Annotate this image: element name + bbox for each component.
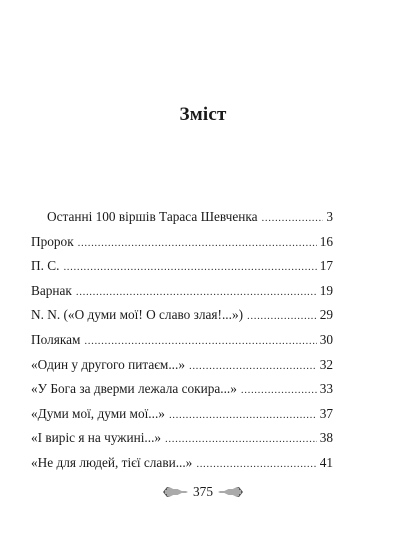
toc-leader-dots [247, 307, 317, 325]
toc-leader-dots [78, 234, 317, 252]
toc-leader-dots [165, 430, 317, 448]
toc-entry-title: «Не для людей, тієї слави...» [31, 454, 193, 470]
toc-entry [31, 454, 333, 479]
toc-entry-page: 16 [319, 233, 333, 249]
toc-entry [31, 429, 333, 454]
toc-leader-dots [262, 209, 324, 227]
toc-entry-page: 17 [319, 258, 333, 274]
toc-leader-dots [189, 357, 317, 375]
toc-leader-dots [76, 283, 317, 301]
toc-entry [31, 306, 333, 331]
toc-entry [31, 208, 333, 233]
toc-entry-page: 30 [319, 331, 333, 347]
toc-leader-dots [196, 455, 316, 473]
toc-entry-page: 19 [319, 282, 333, 298]
toc-leader-dots [63, 258, 316, 276]
toc-entry [31, 331, 333, 356]
toc-entry-title: Останні 100 віршів Тараса Шевченка [47, 209, 258, 224]
toc-entry-title: «У Бога за дверми лежала сокира...» [31, 381, 237, 397]
ornament-right-icon [218, 484, 243, 500]
toc-leader-dots [169, 406, 317, 424]
toc-entry-title: Варнак [31, 282, 72, 298]
toc-entry-page: 38 [319, 430, 333, 446]
toc-entry [31, 356, 333, 381]
toc-entry-title: Пророк [31, 233, 74, 249]
toc-leader-dots [241, 381, 317, 399]
toc-entry [31, 380, 333, 405]
page-title: Зміст [179, 104, 227, 125]
table-of-contents [31, 208, 333, 479]
ornament-left-icon [163, 484, 188, 500]
toc-entry-page: 41 [319, 454, 333, 470]
toc-entry-page: 29 [319, 307, 333, 323]
toc-entry-page: 33 [319, 381, 333, 397]
toc-entry-page: 3 [326, 209, 333, 224]
toc-entry-title: «І виріс я на чужині...» [31, 430, 162, 446]
toc-entry-page: 37 [319, 405, 333, 421]
page-number: 375 [193, 484, 213, 499]
toc-entry-title: «Один у другого питаєм...» [31, 356, 185, 372]
toc-entry-title: Полякам [31, 331, 81, 347]
toc-entry [31, 257, 333, 282]
toc-entry [31, 405, 333, 430]
toc-entry-title: N. N. («О думи мої! О славо злая!...») [31, 307, 244, 323]
toc-entry [31, 233, 333, 258]
toc-entry-title: «Думи мої, думи мої...» [31, 405, 165, 421]
page-footer [0, 484, 406, 500]
toc-entry [31, 282, 333, 307]
toc-entry-title: П. С. [31, 258, 60, 274]
toc-entry-page: 32 [319, 356, 333, 372]
toc-leader-dots [84, 332, 316, 350]
